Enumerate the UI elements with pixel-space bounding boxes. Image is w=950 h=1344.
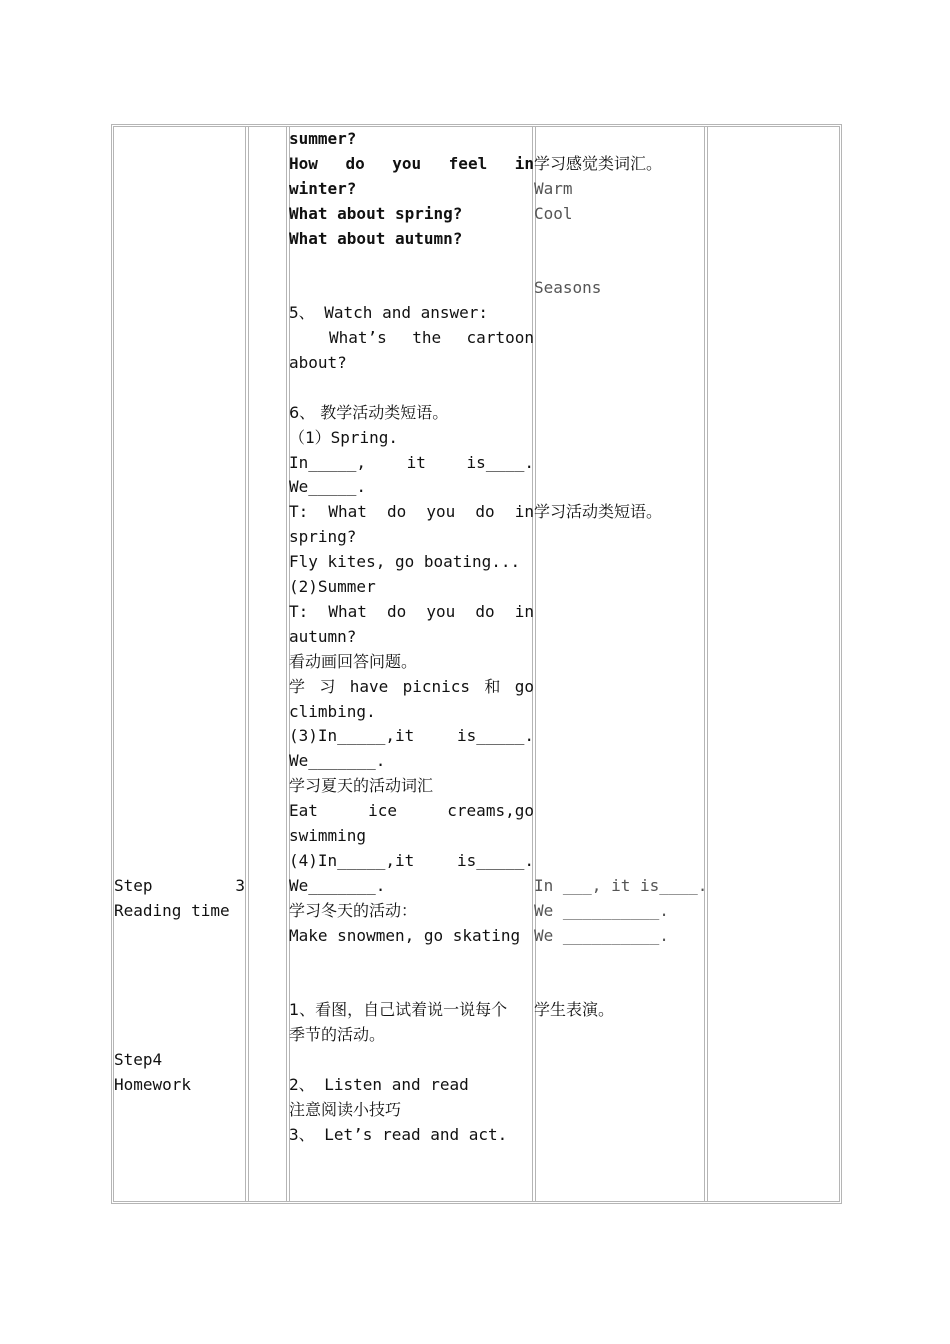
homework-1-end: 季节的活动。 [289,1025,386,1045]
autumn-question-end: autumn? [289,626,357,646]
winter-we: We_______. [289,875,386,895]
summer-pattern: (3)In_____,it is_____. [289,726,534,746]
winter-vocab: 学习冬天的活动： [289,900,418,920]
summer-answer: Eat ice creams,go [289,801,534,821]
summer-vocab: 学习夏天的活动词汇 [289,776,434,796]
pattern-we-1: We __________. [534,900,669,920]
cartoon-question: 看动画回答问题。 [289,651,418,671]
step4-label: Step4 [114,1050,163,1070]
steps-column [114,127,245,1098]
activity-phrases: 学习活动类短语。 [534,502,663,522]
word-warm: Warm [534,178,573,198]
column-divider [245,127,249,1201]
summer-label: (2)Summer [289,577,376,597]
student-performance: 学生表演。 [534,1000,615,1020]
word-seasons: Seasons [534,278,602,298]
item5-title: 5、 Watch and answer: [289,303,489,323]
lesson-table [111,124,842,1204]
summer-answer-end: swimming [289,825,367,845]
activities-column [289,127,534,1148]
question-winter-end: winter? [289,178,357,198]
word-cool: Cool [534,203,573,223]
step4-title: Homework [114,1075,192,1095]
question-winter: How do you feel in [289,153,534,173]
spring-answer: Fly kites, go boating... [289,552,521,572]
homework-3: 3、 Let’s read and act. [289,1124,508,1144]
spring-pattern: In_____, it is____. [289,452,534,472]
item5-question-end: about? [289,353,347,373]
homework-2-note: 注意阅读小技巧 [289,1099,402,1119]
spring-label: （1）Spring. [289,427,399,447]
pattern-in: In ___, it is____. [534,875,708,895]
learn-phrases-end: climbing. [289,701,376,721]
autumn-question: T: What do you do in [289,601,534,621]
question-spring: What about spring? [289,203,463,223]
feel-words: 学习感觉类词汇。 [534,153,663,173]
question-summer: summer? [289,129,357,148]
spring-question-end: spring? [289,527,357,547]
spring-question: T: What do you do in [289,502,534,522]
item5-question: What’s the cartoon [329,328,534,348]
item6-title: 6、 教学活动类短语。 [289,402,449,422]
homework-1: 1、看图，自己试着说一说每个 [289,1000,508,1020]
pattern-we-2: We __________. [534,925,669,945]
question-autumn: What about autumn? [289,228,463,248]
notes-column [534,127,706,1023]
winter-answer: Make snowmen, go skating [289,925,521,945]
winter-pattern: (4)In_____,it is_____. [289,850,534,870]
learn-phrases: 学 习 have picnics 和 go [289,676,534,696]
homework-2: 2、 Listen and read [289,1074,469,1094]
summer-we: We_______. [289,751,386,771]
step3-title: Reading time [114,900,230,920]
spring-we: We_____. [289,477,367,497]
step3-label: Step 3 [114,876,245,895]
